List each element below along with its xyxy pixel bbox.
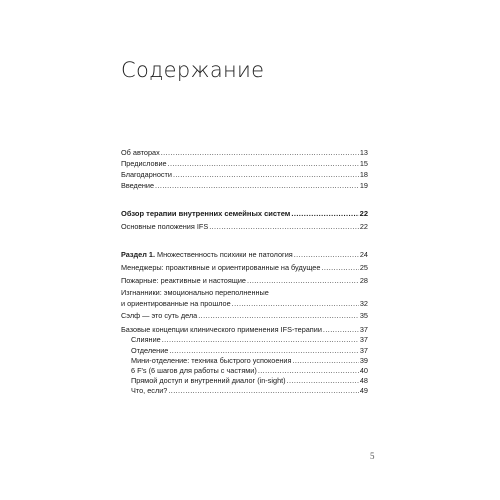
- toc-entry-direct-access[interactable]: [121, 376, 368, 385]
- toc-entry-page: 48: [359, 376, 368, 385]
- toc-entry-label: Отделение: [131, 346, 169, 355]
- toc-leader-dots: [209, 222, 359, 231]
- toc-entry-acknowledgements[interactable]: [121, 170, 368, 179]
- toc-entry-label: Обзор терапии внутренних семейных систем: [121, 209, 291, 218]
- toc-leader-dots: [291, 209, 358, 218]
- toc-leader-dots: [232, 299, 359, 308]
- toc-entry-label: Введение: [121, 181, 155, 190]
- toc-entry-label: Об авторах: [121, 148, 160, 157]
- toc-entry-label: [121, 250, 293, 259]
- toc-leader-dots: [323, 325, 359, 334]
- toc-leader-dots: [168, 159, 359, 168]
- toc-leader-dots: [292, 356, 358, 365]
- toc-entry-label: Пожарные: реактивные и настоящие: [121, 276, 246, 285]
- toc-entry-label-line1: Изгнанники: эмоционально переполненные: [121, 288, 269, 297]
- section-number: Раздел 1.: [121, 250, 155, 259]
- toc-leader-dots: [173, 170, 359, 179]
- toc-entry-label: и ориентированные на прошлое: [121, 299, 231, 308]
- toc-entry-page: 39: [359, 356, 368, 365]
- toc-leader-dots: [161, 148, 359, 157]
- toc-entry-unblending[interactable]: [121, 346, 368, 355]
- toc-entry-section-1[interactable]: [121, 250, 368, 259]
- toc-leader-dots: [162, 335, 359, 344]
- toc-entry-page: 15: [359, 159, 368, 168]
- toc-entry-foreword[interactable]: [121, 159, 368, 168]
- toc-leader-dots: [247, 276, 359, 285]
- toc-entry-page: 13: [359, 148, 368, 157]
- toc-entry-firefighters[interactable]: [121, 276, 368, 285]
- toc-leader-dots: [169, 346, 359, 355]
- page-number: 5: [370, 451, 375, 461]
- toc-entry-page: 49: [359, 386, 368, 395]
- toc-entry-label: Менеджеры: проактивные и ориентированные на будущее: [121, 263, 321, 272]
- toc-entry-label: Предисловие: [121, 159, 167, 168]
- toc-entry-ifs-basics[interactable]: [121, 222, 368, 231]
- toc-entry-exiles[interactable]: [121, 288, 368, 308]
- toc-leader-dots: [198, 311, 359, 320]
- toc-entry-basic-concepts[interactable]: [121, 325, 368, 334]
- toc-entry-label: Основные положения IFS: [121, 222, 209, 231]
- toc-leader-dots: [155, 181, 359, 190]
- toc-entry-page: 28: [359, 276, 368, 285]
- toc-entry-label: Прямой доступ и внутренний диалог (in-sight): [131, 376, 286, 385]
- toc-entry-page: 32: [359, 299, 368, 308]
- toc-entry-page: 37: [359, 346, 368, 355]
- section-title: Множественность психики не патология: [154, 250, 293, 259]
- toc-entry-label: 6 F's (6 шагов для работы с частями): [131, 366, 257, 375]
- toc-entry-mini-unblending[interactable]: [121, 356, 368, 365]
- toc-entry-ifs-overview[interactable]: [121, 209, 368, 218]
- toc-entry-label: Слияние: [131, 335, 161, 344]
- toc-entry-label: Базовые концепции клинического применения IFS-терапии: [121, 325, 322, 334]
- toc-entry-page: 37: [359, 325, 368, 334]
- toc-entry-label: Благодарности: [121, 170, 172, 179]
- page-title: Содержание: [121, 58, 265, 82]
- toc-entry-6fs[interactable]: [121, 366, 368, 375]
- toc-entry-page: 25: [359, 263, 368, 272]
- toc-entry-managers[interactable]: [121, 263, 368, 272]
- toc-entry-page: 22: [359, 209, 368, 218]
- toc-entry-about-authors[interactable]: [121, 148, 368, 157]
- toc-leader-dots: [294, 250, 359, 259]
- toc-entry-page: 40: [359, 366, 368, 375]
- toc-leader-dots: [168, 386, 359, 395]
- toc-entry-label: Что, если?: [131, 386, 168, 395]
- toc-entry-page: 22: [359, 222, 368, 231]
- toc-entry-what-if[interactable]: [121, 386, 368, 395]
- toc-entry-label: Мини-отделение: техника быстрого успокоения: [131, 356, 292, 365]
- toc-entry-blending[interactable]: [121, 335, 368, 344]
- toc-entry-label: Сэлф — это суть дела: [121, 311, 198, 320]
- toc-leader-dots: [321, 263, 358, 272]
- toc-leader-dots: [287, 376, 359, 385]
- toc-entry-page: 37: [359, 335, 368, 344]
- toc-entry-page: 24: [359, 250, 368, 259]
- toc-entry-page: 19: [359, 181, 368, 190]
- toc-entry-page: 35: [359, 311, 368, 320]
- toc-leader-dots: [258, 366, 359, 375]
- toc-entry-self[interactable]: [121, 311, 368, 320]
- toc-entry-page: 18: [359, 170, 368, 179]
- toc-entry-introduction[interactable]: [121, 181, 368, 190]
